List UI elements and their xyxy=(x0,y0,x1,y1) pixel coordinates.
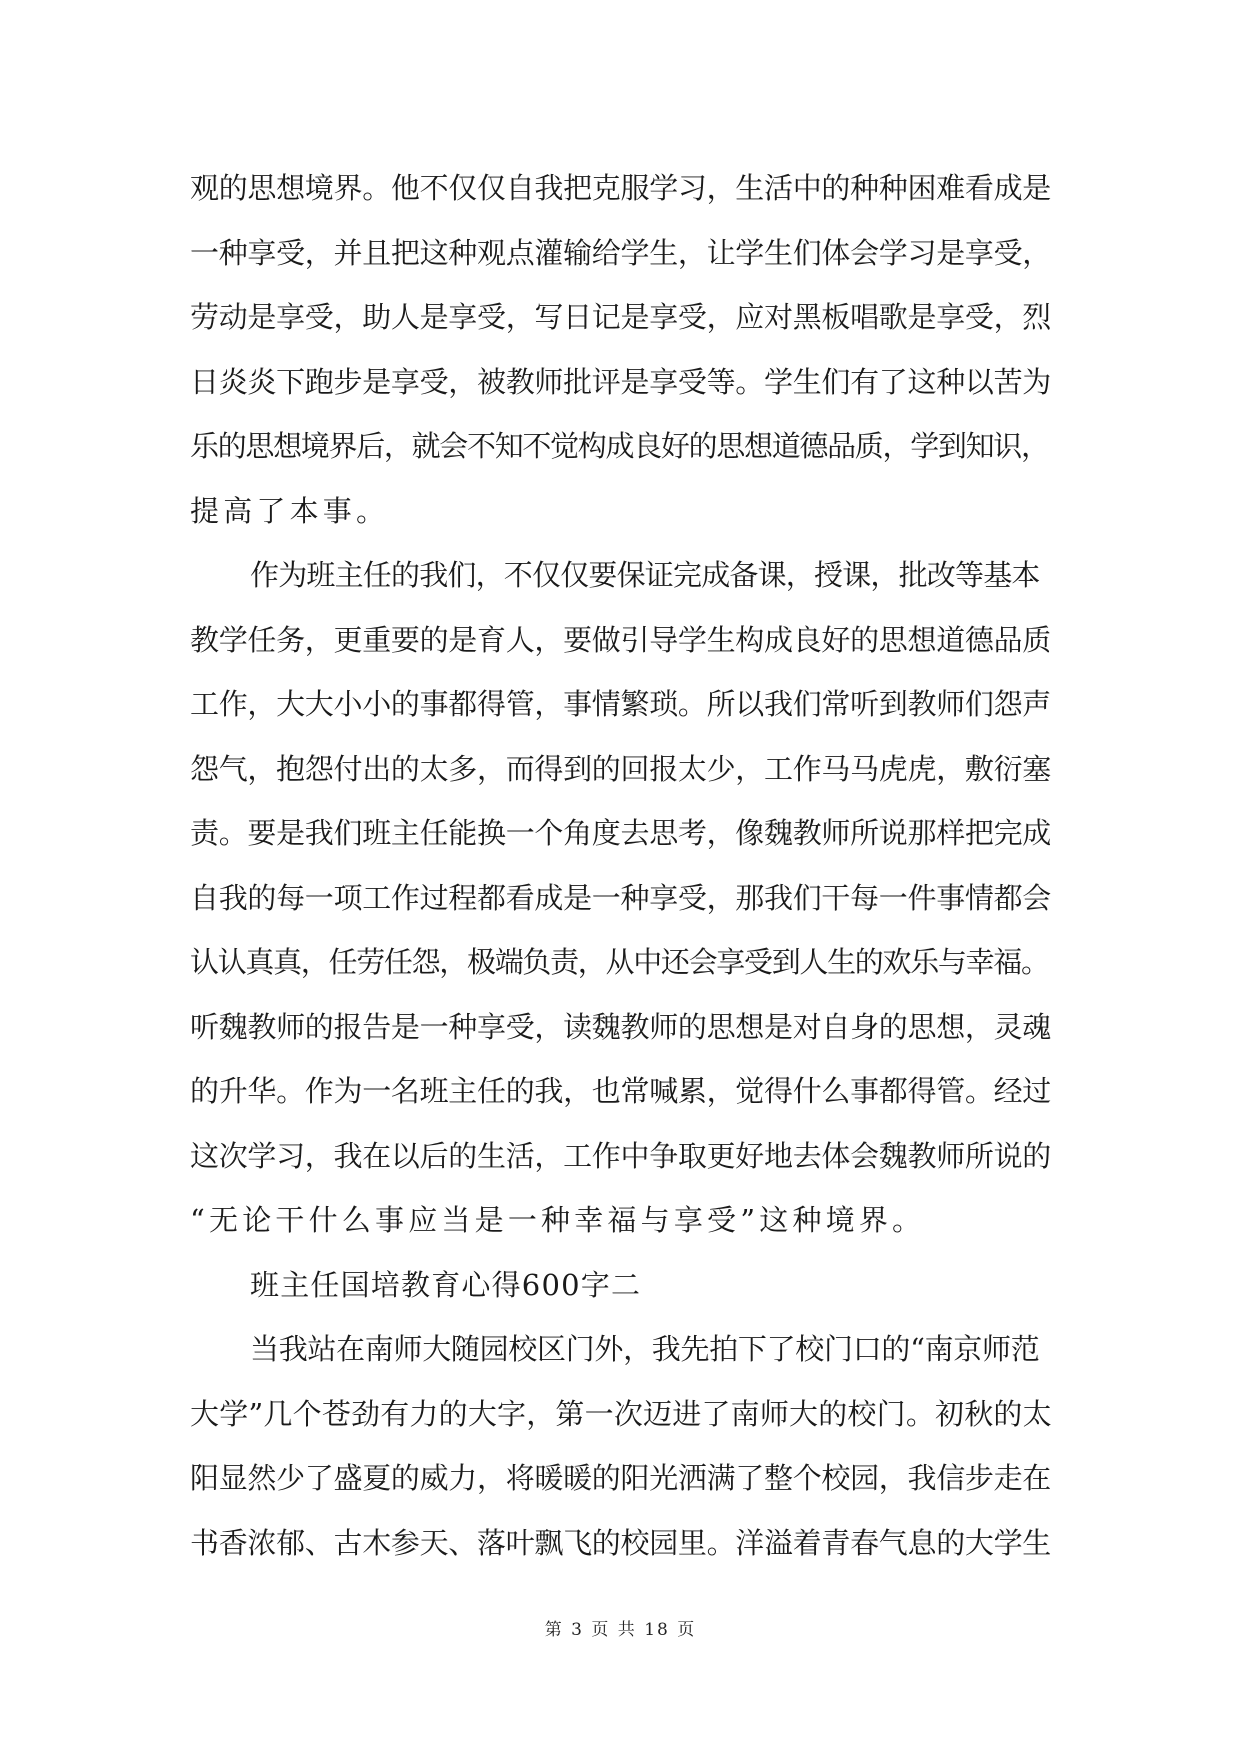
text-line: 这次学习，我在以后的生活，工作中争取更好地去体会魏教师所说的 xyxy=(190,1138,1052,1173)
text-line: 劳动是享受，助人是享受，写日记是享受，应对黑板唱歌是享受，烈 xyxy=(190,300,1052,334)
text-line: 听魏教师的报告是一种享受，读魏教师的思想是对自身的思想，灵魂 xyxy=(190,1009,1052,1044)
text-line: 乐的思想境界后，就会不知不觉构成良好的思想道德品质，学到知识， xyxy=(190,429,1049,463)
text-line: 大学”几个苍劲有力的大字，第一次迈进了南师大的校门。初秋的太 xyxy=(190,1396,1052,1431)
text-line: 教学任务，更重要的是育人，要做引导学生构成良好的思想道德品质 xyxy=(190,622,1052,657)
text-line: 责。要是我们班主任能换一个角度去思考，像魏教师所说那样把完成 xyxy=(190,816,1052,850)
body-text xyxy=(190,156,1050,1575)
text-line: “无论干什么事应当是一种幸福与享受”这种境界。 xyxy=(190,1203,926,1237)
text-line: 一种享受，并且把这种观点灌输给学生，让学生们体会学习是享受， xyxy=(190,235,1052,270)
text-line: 的升华。作为一名班主任的我，也常喊累，觉得什么事都得管。经过 xyxy=(190,1074,1052,1108)
page-number-footer: 第 3 页 共 18 页 xyxy=(544,1620,697,1640)
text-line: 提高了本事。 xyxy=(190,493,390,528)
paragraph-first-line: 作为班主任的我们，不仅仅要保证完成备课，授课，批改等基本 xyxy=(250,558,1040,592)
text-line: 日炎炎下跑步是享受，被教师批评是享受等。学生们有了这种以苦为 xyxy=(190,364,1052,399)
text-line: 书香浓郁、古木参天、落叶飘飞的校园里。洋溢着青春气息的大学生 xyxy=(190,1525,1052,1560)
text-line: 工作，大大小小的事都得管，事情繁琐。所以我们常听到教师们怨声 xyxy=(190,687,1052,721)
paragraph-first-line: 当我站在南师大随园校区门外，我先拍下了校门口的“南京师范 xyxy=(250,1332,1040,1366)
text-line: 阳显然少了盛夏的威力，将暖暖的阳光洒满了整个校园，我信步走在 xyxy=(190,1461,1052,1495)
text-line: 观的思想境界。他不仅仅自我把克服学习，生活中的种种困难看成是 xyxy=(190,171,1052,205)
text-line: 怨气，抱怨付出的太多，而得到的回报太少，工作马马虎虎，敷衍塞 xyxy=(190,751,1052,786)
text-line: 自我的每一项工作过程都看成是一种享受，那我们干每一件事情都会 xyxy=(190,880,1052,915)
text-line: 认认真真，任劳任怨，极端负责，从中还会享受到人生的欢乐与幸福。 xyxy=(190,945,1049,979)
section-heading: 班主任国培教育心得600字二 xyxy=(250,1267,642,1302)
